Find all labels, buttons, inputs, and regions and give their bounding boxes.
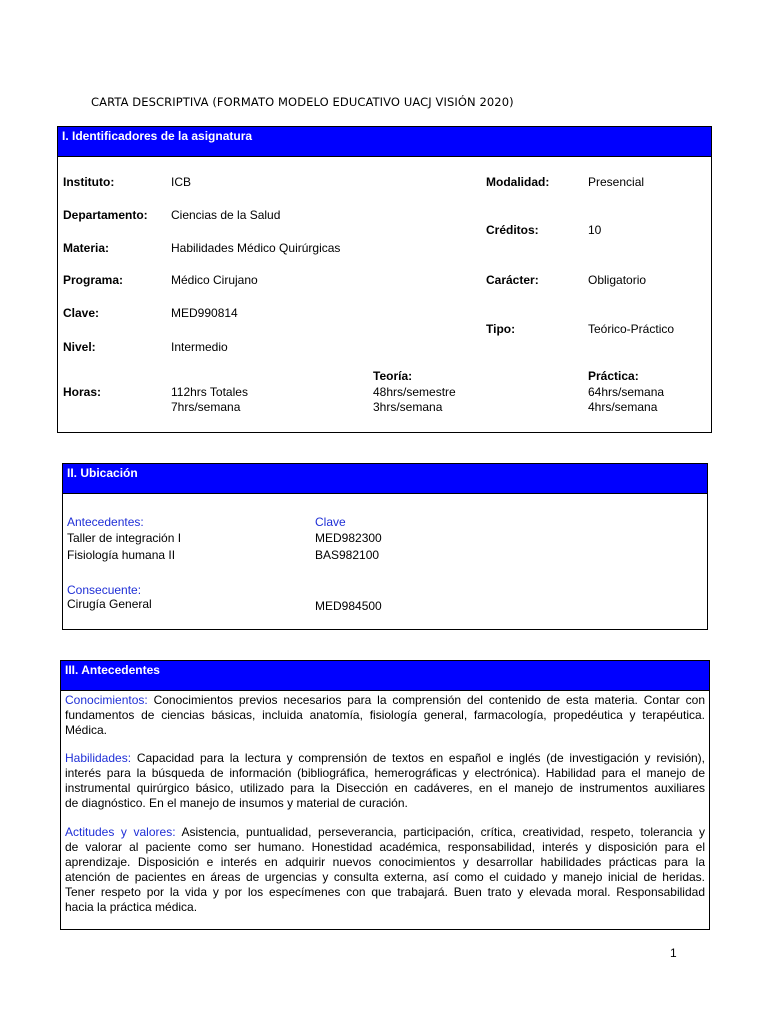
text-line: de diagnóstico. En el manejo de insumos y material de curación. — [65, 796, 408, 810]
actitudes-label: Actitudes y valores: — [65, 825, 176, 839]
creditos-value: 10 — [588, 223, 602, 237]
teoria-semana: 3hrs/semana — [373, 400, 443, 414]
text-line: hacia la práctica médica. — [65, 900, 198, 914]
page-number: 1 — [670, 946, 677, 960]
teoria-label: Teoría: — [373, 369, 413, 383]
consecuente-clave: MED984500 — [315, 599, 382, 613]
practica-2: 4hrs/semana — [588, 400, 658, 414]
text-line: atención de pacientes en áreas de urgencias y consulta externa, así como el cuidado y manejo inicial de heridas. — [65, 870, 705, 884]
practica-label: Práctica: — [588, 369, 639, 383]
text-line: Médica. — [65, 723, 108, 737]
habilidades-label: Habilidades: — [65, 751, 132, 765]
teoria-semestre: 48hrs/semestre — [373, 385, 456, 399]
clave-value: MED990814 — [171, 306, 238, 320]
section-header: III. Antecedentes — [61, 661, 709, 691]
instituto-value: ICB — [171, 175, 192, 189]
caracter-label: Carácter: — [486, 273, 539, 287]
antecedentes-label: Antecedentes: — [67, 515, 144, 529]
instituto-label: Instituto: — [63, 175, 115, 189]
clave-column-label: Clave — [315, 515, 346, 529]
materia-value: Habilidades Médico Quirúrgicas — [171, 241, 341, 255]
text-line: fundamentos de ciencias básicas, incluida anatomía, fisiología general, farmacología, propedéutica y terapéutica. — [65, 708, 705, 722]
text-line: interés para la búsqueda de información (bibliográfica, hemerográficas y electrónica). Habilidad para el manejo de — [65, 766, 705, 780]
actitudes-paragraph — [65, 825, 705, 915]
text-line: instrumental quirúrgico básico, utilizado para la Disección en cadáveres, en el manejo de instrumentos auxiliares — [65, 781, 705, 795]
programa-label: Programa: — [63, 273, 124, 287]
section-identificadores — [57, 126, 712, 433]
departamento-value: Ciencias de la Salud — [171, 208, 281, 222]
habilidades-paragraph — [65, 751, 705, 811]
antecedente-clave: MED982300 — [315, 531, 382, 545]
modalidad-value: Presencial — [588, 175, 645, 189]
clave-label: Clave: — [63, 306, 100, 320]
tipo-value: Teórico-Práctico — [588, 322, 675, 336]
caracter-value: Obligatorio — [588, 273, 647, 287]
conocimientos-label: Conocimientos: — [65, 693, 148, 707]
section-header: I. Identificadores de la asignatura — [58, 127, 711, 157]
document-title: CARTA DESCRIPTIVA (FORMATO MODELO EDUCATIVO UACJ VISIÓN 2020) — [91, 95, 514, 109]
nivel-value: Intermedio — [171, 340, 228, 354]
antecedente-clave: BAS982100 — [315, 548, 380, 562]
tipo-label: Tipo: — [486, 322, 516, 336]
text-line: Conocimientos previos necesarios para la comprensión del contenido de esta materia. Contar con — [147, 693, 705, 707]
text-line: de valorar al paciente como ser humano. Honestidad académica, responsabilidad, interés y disposición para el — [65, 840, 705, 854]
text-line: Asistencia, puntualidad, perseverancia, participación, crítica, creatividad, respeto, tolerancia y — [175, 825, 705, 839]
materia-label: Materia: — [63, 241, 110, 255]
section-antecedentes — [60, 660, 710, 930]
nivel-label: Nivel: — [63, 340, 96, 354]
text-line: Capacidad para la lectura y comprensión de textos en español e inglés (de investigación y revisión), — [131, 751, 705, 765]
section-ubicacion — [62, 463, 708, 630]
antecedente-name: Fisiología humana II — [67, 548, 176, 562]
modalidad-label: Modalidad: — [486, 175, 550, 189]
text-line: aprendizaje. Disposición e interés en adquirir nuevos conocimientos y desarrollar habilidades prácticas para la — [65, 855, 705, 869]
horas-totales: 112hrs Totales — [171, 385, 248, 399]
conocimientos-paragraph — [65, 693, 705, 738]
antecedente-name: Taller de integración I — [67, 531, 182, 545]
horas-semana: 7hrs/semana — [171, 400, 241, 414]
departamento-label: Departamento: — [63, 208, 148, 222]
consecuente-name: Cirugía General — [67, 597, 152, 611]
horas-label: Horas: — [63, 385, 102, 399]
section-header: II. Ubicación — [63, 464, 707, 494]
programa-value: Médico Cirujano — [171, 273, 258, 287]
practica-1: 64hrs/semana — [588, 385, 665, 399]
text-line: Tener respeto por la vida y por los especímenes con que trabajará. Buen trato y elevada moral. Responsabilidad — [65, 885, 705, 899]
creditos-label: Créditos: — [486, 223, 539, 237]
consecuente-label: Consecuente: — [67, 583, 142, 597]
